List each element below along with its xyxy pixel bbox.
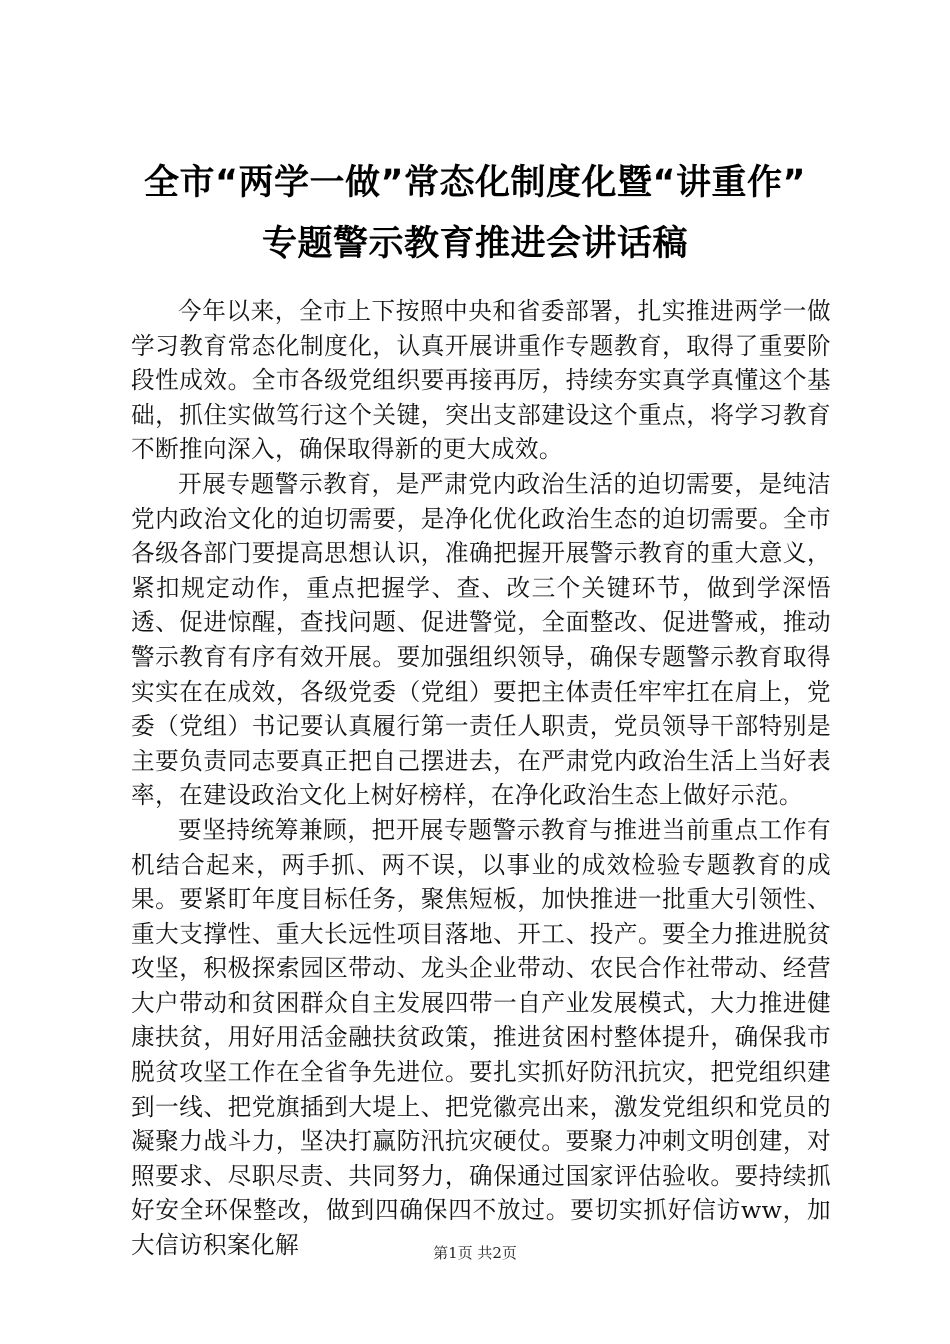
- document-title-line-2: 专题警示教育推进会讲话稿: [261, 224, 688, 264]
- paragraph-3: 要坚持统筹兼顾，把开展专题警示教育与推进当前重点工作有机结合起来，两手抓、两不误，以事业的成效检验专题教育的成果。要紧盯年度目标任务，聚焦短板，加快推进一批重大引领性、重大支撑性、重大长远性项目落地、开工、投产。要全力推进脱贫攻坚，积极探索园区带动、龙头企业带动、农民合作社带动、经营大户带动和贫困群众自主发展四带一自产业发展模式，大力推进健康扶贫，用好用活金融扶贫政策，推进贫困村整体提升，确保我市脱贫攻坚工作在全省争先进位。要扎实抓好防汛抗灾，把党组织建到一线、把党旗插到大堤上、把党徽亮出来，激发党组织和党员的凝聚力战斗力，坚决打赢防汛抗灾硬仗。要聚力冲刺文明创建，对照要求、尽职尽责、共同努力，确保通过国家评估验收。要持续抓好安全环保整改，做到四确保四不放过。要切实抓好信访ww，加大信访积案化解: [131, 815, 831, 1260]
- document-body: [131, 294, 831, 1263]
- document-title-line-1: 全市“两学一做”常态化制度化暨“讲重作”: [143, 163, 806, 203]
- paragraph-2: 开展专题警示教育，是严肃党内政治生活的迫切需要，是纯洁党内政治文化的迫切需要，是净化优化政治生态的迫切需要。全市各级各部门要提高思想认识，准确把握开展警示教育的重大意义，紧扣规定动作，重点把握学、查、改三个关键环节，做到学深悟透、促进惊醒，查找问题、促进警觉，全面整改、促进警戒，推动警示教育有序有效开展。要加强组织领导，确保专题警示教育取得实实在在成效，各级党委（党组）要把主体责任牢牢扛在肩上，党委（党组）书记要认真履行第一责任人职责，党员领导干部特别是主要负责同志要真正把自己摆进去，在严肃党内政治生活上当好表率，在建设政治文化上树好榜样，在净化政治生态上做好示范。: [131, 469, 831, 810]
- paragraph-1: 今年以来，全市上下按照中央和省委部署，扎实推进两学一做学习教育常态化制度化，认真开展讲重作专题教育，取得了重要阶段性成效。全市各级党组织要再接再厉，持续夯实真学真懂这个基础，抓住实做笃行这个关键，突出支部建设这个重点，将学习教育不断推向深入，确保取得新的更大成效。: [131, 297, 831, 464]
- page-footer: 第1页 共2页: [433, 1244, 517, 1262]
